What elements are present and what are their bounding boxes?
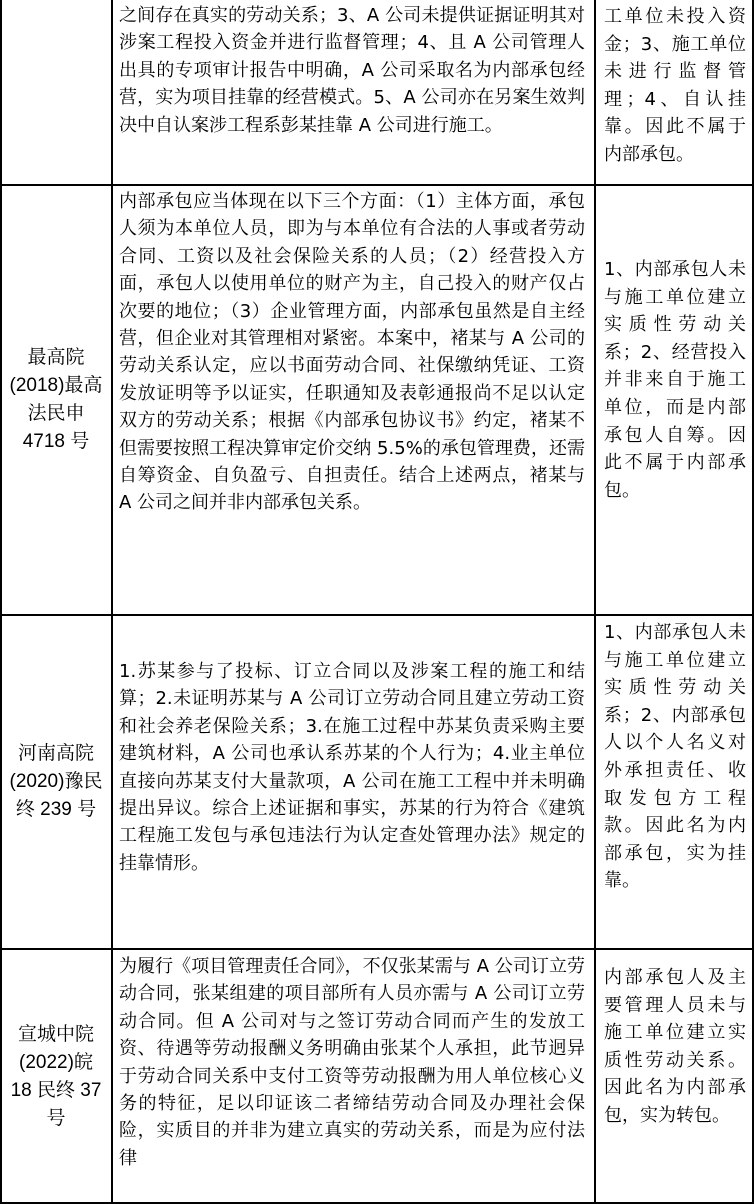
row-divider	[0, 948, 754, 950]
case-number-cell	[2, 950, 110, 1204]
reasoning-text: 内部承包应当体现在以下三个方面：（1）主体方面，承包人须为本单位人员，即为与本单位有合法的人事或者劳动合同、工资以及社会保险关系的人员；（2）经营投入方面，承包人以使用单位的财产为主，自己投入的财产仅占次要的地位；（3）企业管理方面，内部承包虽然是自主经营，但企业对其管理相对紧密。本案中，褚某与 A 公司的劳动关系认定，应以书面劳动合同、社保缴纳凭证、工资发放证明等予以证实，任职通知及表彰通报尚不足以认定双方的劳动关系；根据《内部承包协议书》约定，褚某不但需要按照工程决算审定价交纳 5.5%的承包管理费，还需自筹资金、自负盈亏、自担责任。结合上述两点，褚某与 A 公司之间并非内部承包关系。	[119, 191, 585, 514]
table-row	[0, 0, 754, 184]
reasoning-cell	[113, 186, 593, 614]
row-divider	[0, 614, 754, 616]
reasoning-cell	[113, 616, 593, 948]
column-divider	[111, 0, 113, 1204]
table-row	[0, 950, 754, 1204]
case-number-cell	[2, 186, 110, 614]
conclusion-cell	[596, 950, 752, 1204]
table-row	[0, 186, 754, 614]
reasoning-cell	[113, 950, 593, 1204]
conclusion-cell	[596, 0, 752, 184]
table-row	[0, 616, 754, 948]
conclusion-text: 内部承包人及主要管理人员未与施工单位建立实质性劳动关系。因此名为内部承包，实为转包。	[604, 967, 746, 1126]
case-number-cell	[2, 0, 110, 184]
reasoning-text: 为履行《项目管理责任合同》，不仅张某需与 A 公司订立劳动合同，张某组建的项目部所有人员亦需与 A 公司订立劳动合同。但 A 公司对与之签订劳动合同而产生的发放工资、待遇等劳动报酬义务明确由张某个人承担，此节迥异于劳动合同关系中支付工资等劳动报酬为用人单位核心义务的特征，足以印证该二者缔结劳动合同及办理社会保险，实质目的并非为建立真实的劳动关系，而是为应付法律	[119, 956, 585, 1169]
reasoning-text: 之间存在真实的劳动关系；3、A 公司未提供证据证明其对涉案工程投入资金并进行监督管理；4、且 A 公司管理人出具的专项审计报告中明确，A 公司采取名为内部承包经营，实为项目挂靠的经营模式。5、A 公司亦在另案生效判决中自认案涉工程系彭某挂靠 A 公司进行施工。	[119, 5, 585, 136]
reasoning-text: 1.苏某参与了投标、订立合同以及涉案工程的施工和结算；2.未证明苏某与 A 公司订立劳动合同且建立劳动工资和社会养老保险关系；3.在施工过程中苏某负责采购主要建筑材料，A 公司也承认系苏某的个人行为；4.业主单位直接向苏某支付大量款项，A 公司在施工工程中并未明确提出异议。综合上述证据和事实，苏某的行为符合《建筑工程施工发包与承包违法行为认定查处管理办法》规定的挂靠情形。	[119, 661, 585, 874]
column-divider	[594, 0, 596, 1204]
case-number: 河南高院(2020)豫民终 239 号	[9, 743, 103, 820]
table-border-left	[0, 0, 2, 1204]
conclusion-cell	[596, 616, 752, 948]
case-number-cell	[2, 616, 110, 948]
case-number: 宣城中院(2022)皖 18 民终 37 号	[10, 1024, 102, 1129]
case-number: 最高院(2018)最高法民申 4718 号	[9, 347, 103, 452]
conclusion-text: 工单位未投入资金；3、施工单位未进行监督管理；4、自认挂靠。因此不属于内部承包。	[604, 6, 746, 165]
row-divider	[0, 184, 754, 186]
reasoning-cell	[113, 0, 593, 184]
conclusion-cell	[596, 186, 752, 614]
conclusion-text: 1、内部承包人未与施工单位建立实质性劳动关系；2、经营投入并非来自于施工单位，而是内部承包人自筹。因此不属于内部承包。	[604, 259, 746, 501]
conclusion-text: 1、内部承包人未与施工单位建立实质性劳动关系；2、内部承包人以个人名义对外承担责任、收取发包方工程款。因此名为内部承包，实为挂靠。	[604, 622, 746, 892]
